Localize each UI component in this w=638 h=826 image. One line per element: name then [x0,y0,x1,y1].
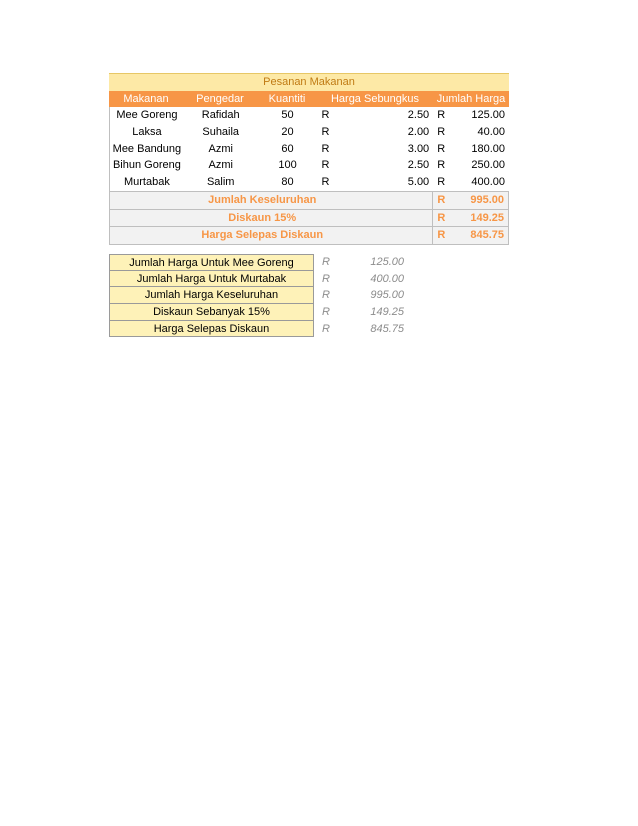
cell-harga: 2.50 [407,159,430,172]
summary-table-label: Harga Selepas Diskaun [109,321,314,338]
table-row [109,271,404,288]
header-kuantiti: Kuantiti [268,92,306,105]
summary-table-label: Diskaun Sebanyak 15% [109,304,314,321]
table-row [109,254,404,271]
cell-makanan: Mee Bandung [112,142,182,155]
summary-value: 995.00 [470,193,504,206]
cell-makanan: Mee Goreng [116,109,178,122]
header-makanan: Makanan [123,92,169,105]
summary-table-label: Jumlah Harga Untuk Murtabak [109,271,314,288]
summary-row-total [109,191,509,209]
table-row [109,287,404,304]
cell-currency: R [437,109,446,122]
cell-pengedar: Salim [206,176,235,189]
summary-table-currency: R [322,289,330,302]
summary-table [109,254,404,337]
cell-jumlah: 400.00 [471,176,506,189]
summary-currency: R [432,227,450,244]
summary-value: 845.75 [470,229,504,242]
summary-table-value: 845.75 [370,322,404,335]
table-row [109,124,509,141]
summary-table-currency: R [322,256,330,268]
summary-table-value: 400.00 [370,272,404,285]
header-harga-sebungkus: Harga Sebungkus [330,92,420,105]
cell-kuantiti: 60 [281,142,294,155]
cell-jumlah: 40.00 [477,126,506,139]
summary-table-currency: R [322,272,330,285]
cell-currency: R [321,142,330,155]
summary-table-currency: R [322,306,330,319]
summary-table-currency: R [322,322,330,335]
cell-kuantiti: 50 [281,109,294,122]
cell-currency: R [321,126,330,139]
header-pengedar: Pengedar [196,92,244,105]
table-row [109,157,509,174]
cell-kuantiti: 100 [278,159,297,172]
cell-currency: R [437,159,446,172]
cell-harga: 2.50 [407,109,430,122]
order-table [109,73,509,245]
cell-currency: R [321,109,330,122]
cell-harga: 3.00 [407,142,430,155]
cell-currency: R [437,126,446,139]
cell-pengedar: Azmi [208,142,233,155]
cell-currency: R [437,142,446,155]
cell-currency: R [321,176,330,189]
summary-table-value: 149.25 [370,306,404,319]
table-row [109,107,509,124]
cell-makanan: Laksa [132,126,162,139]
header-jumlah-harga: Jumlah Harga [436,92,506,105]
cell-makanan: Murtabak [123,176,170,189]
table-row [109,304,404,321]
cell-pengedar: Rafidah [201,109,240,122]
summary-table-value: 995.00 [370,289,404,302]
cell-pengedar: Suhaila [202,126,240,139]
summary-label: Diskaun 15% [228,211,297,224]
summary-value: 149.25 [470,211,504,224]
summary-row-discount [109,209,509,227]
cell-currency: R [321,159,330,172]
summary-table-label: Jumlah Harga Keseluruhan [109,287,314,304]
summary-row-after-discount [109,226,509,245]
cell-harga: 5.00 [407,176,430,189]
cell-harga: 2.00 [407,126,430,139]
cell-jumlah: 125.00 [471,109,506,122]
summary-label: Harga Selepas Diskaun [201,229,324,242]
cell-jumlah: 180.00 [471,142,506,155]
cell-kuantiti: 80 [281,176,294,189]
summary-label: Jumlah Keseluruhan [208,193,317,206]
summary-currency: R [432,210,450,227]
order-table-header [109,91,509,108]
cell-makanan: Bihun Goreng [112,159,181,172]
cell-kuantiti: 20 [281,126,294,139]
cell-pengedar: Azmi [208,159,233,172]
table-row [109,321,404,338]
order-table-title: Pesanan Makanan [109,73,509,91]
table-row [109,174,509,191]
summary-table-value: 125.00 [370,256,404,268]
summary-currency: R [432,192,450,209]
table-row [109,141,509,158]
cell-jumlah: 250.00 [471,159,506,172]
summary-table-label: Jumlah Harga Untuk Mee Goreng [109,254,314,271]
cell-currency: R [437,176,446,189]
